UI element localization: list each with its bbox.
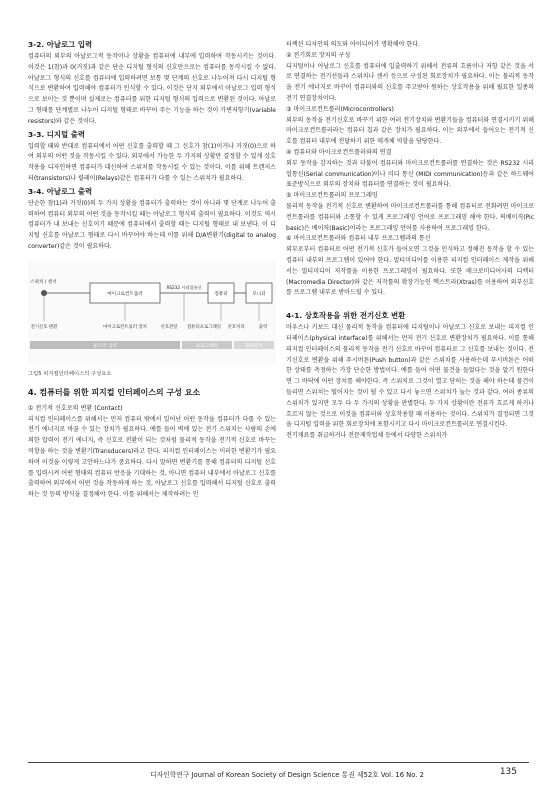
label-line: 선호전달 bbox=[160, 324, 178, 330]
section-4-1-body: 마우스나 키보드 대신 물리적 동작을 컴퓨터에 디지털이나 아날로그 신호로 보내는 피지컬 인터페이스(physical interface)를 위해서는 먼저 전기 신호로 변환장치가 필요하다. 이를 통해 피지컬 인터페이스의 물리적 동작을 전기 신호로 바꾸어 컴퓨터로 그 신호를 보내는 것이다. 전기신호로 변환을 위해 푸시버튼(Push button)과 같은 스위치를 사용하는데 푸시버튼은 어떠한 상태를 측정하는 가장 단순한 방법이다. 예를 들어 어떤 물건을 들었다는 것을 알기 원한다면 그 바닥에 어떤 장치를 해야한다. 즉 스위치로 그것이 열고 닫히는 것을 해야 하는데 물건이 들리면 스위치는 떨어지는 것이 될 수 있고 다시 놓으면 스위치가 눌는 것과 같다. 여러 종류의 스위치가 있지만 모두 다 두 가지의 상황을 판별한다. 두 가지 상황이란 전류가 흐르게 하거나 흐르지 않는 것으로 이것을 컴퓨터와 상호작용할 때 이용하는 것이다. 스위치가 결정되면 그것을 디지털 입력을 위한 회로장치에 포함시키고 다시 마이크로컨트롤러로 연결시킨다. bbox=[286, 324, 534, 429]
sub5-heading: ⑤ 마이크로컨트롤러의 프로그래밍 bbox=[286, 192, 378, 200]
sub6-body: 외부로부터 컴퓨터로 어떤 전기적 신호가 들어오면 그것을 인식하고 정해진 동작을 할 수 있는 컴퓨터 내부의 프로그램이 있어야 한다. 멀티미디어를 이용한 피지컬 인터페이스 제작을 위해서는 멀티미디어 저작툴을 이용한 프로그래밍이 필요하다. 또한 매크로미디어사의 디렉터(Macromedia Director)와 같은 저작툴의 확장기능인 엑스트라(Xtras)를 이용하여 외부신호를 프로그램 내부로 받아드릴 수 있다. bbox=[286, 246, 534, 297]
section-4-heading: 4. 컴퓨터를 위한 피지컬 인터페이스의 구성 요소 bbox=[28, 387, 201, 397]
right-column bbox=[286, 40, 534, 442]
section-4-1-last: 전기재료를 취급하거나 전문제작업체 등에서 다양한 스위치가 bbox=[286, 432, 448, 440]
section-3-3-heading: 3-3. 디지털 출력 bbox=[28, 129, 86, 139]
page-number: 135 bbox=[499, 767, 517, 777]
left-column bbox=[28, 40, 276, 501]
bar-physical-label: 물리적 입력 bbox=[93, 343, 117, 349]
label-proc: 선호처리 bbox=[227, 324, 245, 330]
footer-rule bbox=[28, 762, 529, 763]
label-conv: 전기신호 변환 bbox=[30, 324, 58, 330]
page-footer bbox=[0, 762, 557, 782]
figure-diagram bbox=[28, 261, 276, 365]
figure-caption: 그림5 피지컬인터페이스의 구성요소 bbox=[28, 370, 112, 377]
label-out: 출력 bbox=[258, 324, 268, 330]
bar-output-label: 출력장치 bbox=[245, 343, 263, 349]
sub3-body: 외부의 동작을 전기신호로 바꾸기 위한 여러 전기장치와 변환기들을 컴퓨터와 연결시키기 위해 마이크로컨트롤러라는 컴퓨터 칩과 같은 장치가 필요하다. 이는 외부에서 들어오는 전기적 신호를 컴퓨터 내부에 전달하기 위한 매개체 역할을 담당한다. bbox=[286, 116, 534, 146]
right-top-body: 터랙션 디자인의 의도와 아이디어가 명확해야 한다. bbox=[286, 41, 420, 48]
rs232-label: RS232 시리얼통신 bbox=[166, 284, 202, 290]
figure-physical-interface bbox=[28, 261, 276, 365]
section-3-4-body: 단순한 참(1)과 거짓(0)의 두 가지 상황을 컴퓨터가 출력하는 것이 아니라 몇 단계로 나누어 출력하여 컴퓨터 외부의 어떤 것을 동작시킬 때는 아날로그 형식의 출력이 필요하다. 이것도 역시 컴퓨터가 내 보내는 신호이기 때문에 컴퓨터에서 출력할 때는 디지털 형태로 내 보낸다. 이 디지털 신호를 아날로그 형태로 다시 바꾸어야 하는데 이를 위해 D/A변환기(digital to analog converter)같은 것이 필요하다. bbox=[28, 199, 276, 250]
section-3-2-heading: 3-2. 아날로그 입력 bbox=[28, 40, 93, 49]
section-4-sub1: ① 전기적 신호로의 변환 (Contact) bbox=[28, 404, 123, 412]
label-prog: 컴퓨터프로그래밍 bbox=[187, 324, 221, 330]
section-3-4-heading: 3-4. 아날로그 출력 bbox=[28, 186, 93, 196]
mcu-label: 마이크로컨트롤러 bbox=[107, 291, 143, 297]
figure-background bbox=[28, 261, 276, 365]
section-4-1-heading: 4-1. 상호작용을 위한 전기신호 변환 bbox=[286, 311, 406, 321]
bar-programming-label: 프로그래밍 bbox=[195, 343, 219, 349]
sub3-heading: ③ 마이크로컨트롤러(Microcontrollers) bbox=[286, 105, 394, 113]
sub6-heading: ⑥ 마이크로컨트롤러와 컴퓨터 내부 프로그램과의 통신 bbox=[286, 235, 431, 243]
section-3-2-body: 컴퓨터의 외부의 아날로그적 동작이나 상황을 컴퓨터에 내부에 입력하여 작동시키는 것이다. 이것은 1(참)과 0(거짓)과 같은 단순 디지털 형식의 신호만으로는 컴퓨터를 동작시킬 수 없다. 아날로그 형식의 신호를 컴퓨터에 입력하려면 보통 몇 단계의 신호로 나누어져 다시 디지털 형식으로 변환하여 입력해야 컴퓨터가 인식할 수 있다. 이것은 단지 외부에서 아날로그 입력 형식으로 보이는 것 뿐이며 실제로는 컴퓨터를 위한 디지털 형식의 입력으로 변환된 것이다. 아날로그 형태를 단계별로 나누어 디지털 형태로 바꾸어 주는 기능을 하는 것이 가변저항기(variable resistors)와 같은 것이다. bbox=[28, 53, 276, 125]
section-3-3-body: 입력할 때와 반대로 컴퓨터에서 어떤 신호를 출력할 때 그 신호가 참(1)이거나 거짓(0)으로 하여 외부의 어떤 것을 작동시킬 수 있다. 외부에서 가능한 두 가지의 상황만 결정할 수 있게 상호작용을 디자인하면 컴퓨터가 대신하여 스위치를 작동시킬 수 있는 것이다. 이를 위해 트랜지스터(transistors)나 릴레이(Relays)같은 컴퓨터가 다룰 수 있는 스위치가 필요하다. bbox=[28, 142, 276, 182]
sub2-heading: ② 전기회로 장치의 구성 bbox=[286, 51, 351, 59]
sub2-body: 디지털이나 아날로그 신호를 컴퓨터에 입출력하기 위해서 전류의 흐름이나 저항 같은 것을 서로 연결하는 전기선들과 스위치나 센서 등으로 구성된 회로장치가 필요하다. 이는 물리적 동작을 전기 에너지로 바꾸어 컴퓨터와의 신호를 주고받아 원하는 상호작용을 위해 필요한 일종의 전기 연결장치이다. bbox=[286, 62, 534, 102]
switch-label: 스위치 / 센서 bbox=[30, 279, 57, 285]
label-mcu: 마이크로컨트롤러 장치 bbox=[103, 324, 147, 330]
section-4-body: 피지컬 인터페이스를 위해서는 먼저 컴퓨터 밖에서 일어난 어떤 동작을 컴퓨터가 다룰 수 있는 전기 에너지로 바꿀 수 있는 장치가 필요하다. 예를 들어 벽에 있는 전기 스위치는 사람의 손에 의한 압력이 전기 에너지, 즉 신호로 전환이 되는 것처럼 물리적 동작을 전기적 신호로 바꾸는 역할을 하는 것을 변환기(Transducers)라고 한다. 피지컬 인터페이스는 이러한 변환기가 필요하며 이것을 이렇게 고안하느냐가 중요하다. 다시 말하면 변환기를 통해 컴퓨터의 디지털 신호를 입력시켜 어떤 형태의 컴퓨터 반응을 기대하는 것, 아니면 컴퓨터 내부에서 아날로그 신호를 출력하여 외부에서 어떤 것을 작동하게 하는 것, 아날로그 신호를 입력해서 디지털 신호로 출력하는 것 등의 방식을 결정해야 한다. 이를 위해서는 제작하려는 인 bbox=[28, 415, 276, 499]
sub4-heading: ④ 컴퓨터와 마이크로컨트롤러와의 연결 bbox=[286, 148, 392, 156]
monitor-label: 모니터 bbox=[252, 291, 266, 297]
journal-info: 디자인학연구 Journal of Korean Society of Design Science 통권 제52호 Vol. 16 No. 2 bbox=[150, 771, 424, 779]
sub5-body: 물리적 동작을 전기적 신호로 변환하여 마이크로컨트롤러를 통해 컴퓨터로 전화려면 마이크로컨트롤러를 컴퓨터와 소통할 수 있게 프로그래밍 언어로 프로그래밍 해야 한다. 픽베이직(Pic basic)은 베이직(Basic)이라는 프로그래밍 언어를 사용하여 프로그래밍 한다. bbox=[286, 202, 534, 232]
computer-label: 컴퓨터 bbox=[214, 291, 228, 297]
sub4-body: 외부 동작을 감지하는 것과 더불어 컴퓨터와 마이크로컨트롤러를 연결하는 것은 RS232 시리얼통신(Serial communication)이나 미디 통신 (MIDI communication)등과 같은 하드웨어 표준방식으로 외부의 장치와 컴퓨터를 연결하는 것이 필요하다. bbox=[286, 159, 534, 189]
